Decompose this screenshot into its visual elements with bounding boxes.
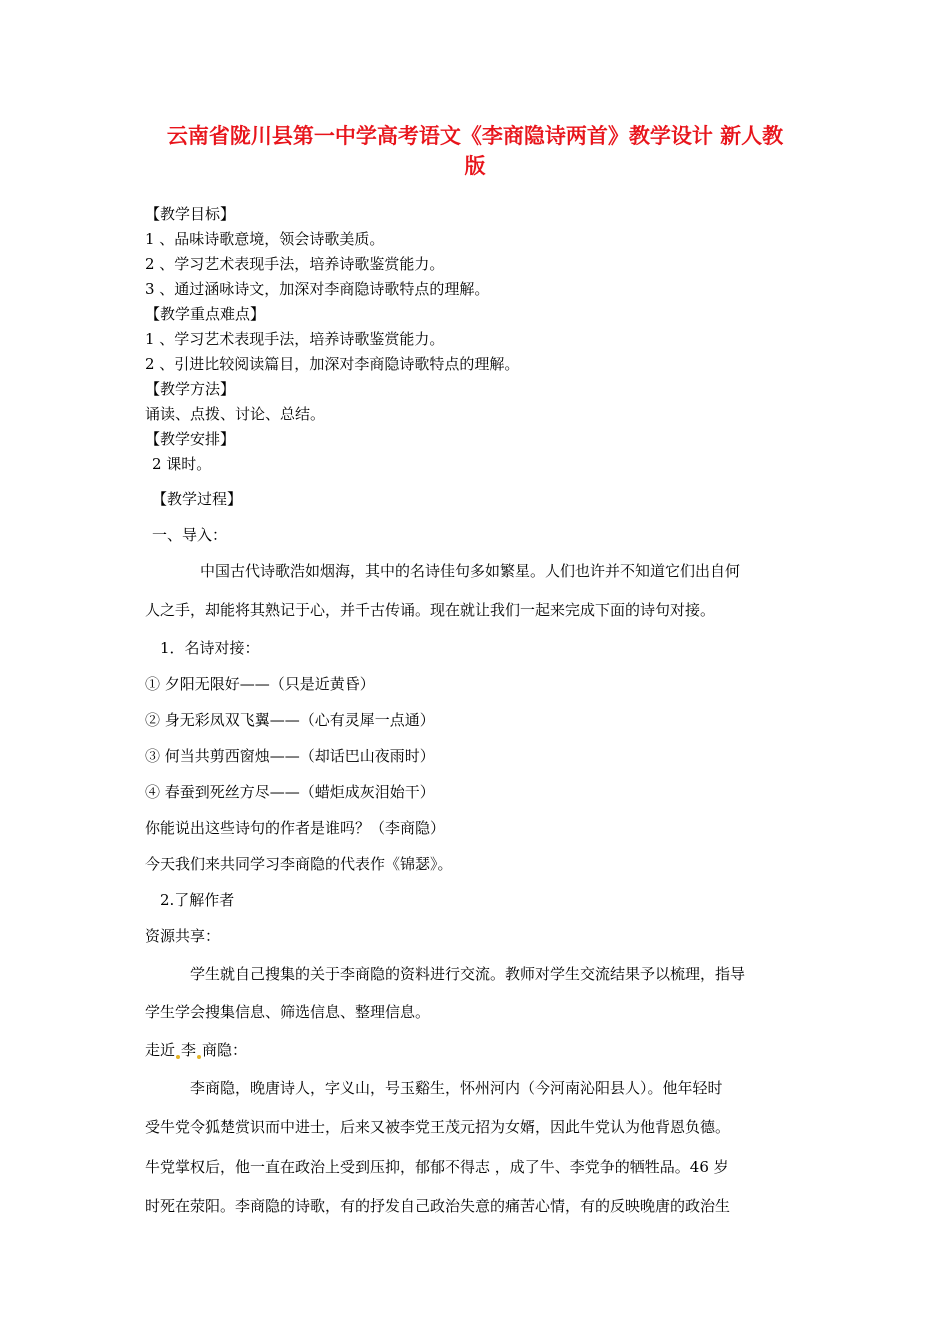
arrangement-text: 2 课时。	[152, 455, 212, 473]
goal-item-2: 2 、学习艺术表现手法，培养诗歌鉴赏能力。	[145, 255, 445, 273]
method-heading: 【教学方法】	[145, 380, 236, 398]
approach-text-c: 商隐：	[202, 1041, 248, 1059]
poem-match-1: ① 夕阳无限好——（只是近黄昏）	[145, 675, 375, 693]
poem-match-2: ② 身无彩凤双飞翼——（心有灵犀一点通）	[145, 711, 435, 729]
bio-line-2: 受牛党令狐楚赏识而中进士，后来又被李党王茂元招为女婿，因此牛党认为他背恩负德。	[145, 1118, 731, 1136]
bio-line-1: 李商隐，晚唐诗人，字义山，号玉谿生，怀州河内（今河南沁阳县人）。他年轻时	[190, 1079, 723, 1097]
key-points-heading: 【教学重点难点】	[145, 305, 266, 323]
key-point-1: 1 、学习艺术表现手法，培养诗歌鉴赏能力。	[145, 330, 445, 348]
resource-heading: 资源共享：	[145, 927, 221, 945]
document-title-line-2: 版	[464, 154, 486, 178]
arrangement-heading: 【教学安排】	[145, 430, 236, 448]
document-title-line-1: 云南省陇川县第一中学高考语文《李商隐诗两首》教学设计 新人教	[166, 124, 784, 148]
intro-paragraph-line-2: 人之手，却能将其熟记于心，并千古传诵。现在就让我们一起来完成下面的诗句对接。	[145, 601, 716, 619]
poem-match-4: ④ 春蚕到死丝方尽——（蜡炬成灰泪始干）	[145, 783, 435, 801]
author-question: 你能说出这些诗句的作者是谁吗？（李商隐）	[145, 819, 446, 837]
today-lesson-text: 今天我们来共同学习李商隐的代表作《锦瑟》。	[145, 855, 453, 873]
resource-paragraph-line-2: 学生学会搜集信息、筛选信息、整理信息。	[145, 1003, 431, 1021]
goal-item-1: 1 、品味诗歌意境，领会诗歌美质。	[145, 230, 385, 248]
editor-mark-dot	[176, 1055, 180, 1059]
poem-match-heading: 1．名诗对接：	[160, 639, 260, 657]
poem-match-3: ③ 何当共剪西窗烛——（却话巴山夜雨时）	[145, 747, 435, 765]
resource-paragraph-line-1: 学生就自己搜集的关于李商隐的资料进行交流。教师对学生交流结果予以梳理，指导	[190, 965, 746, 983]
approach-author-heading	[145, 1039, 247, 1060]
bio-line-3: 牛党掌权后，他一直在政治上受到压抑，郁郁不得志 ，成了牛、李党争的牺牲品。46 岁	[145, 1158, 729, 1176]
goal-item-3: 3 、通过涵咏诗文，加深对李商隐诗歌特点的理解。	[145, 280, 490, 298]
intro-heading: 一、导入：	[152, 526, 228, 544]
method-text: 诵读、点拨、讨论、总结。	[145, 405, 326, 423]
key-point-2: 2 、引进比较阅读篇目，加深对李商隐诗歌特点的理解。	[145, 355, 520, 373]
approach-text-a: 走近	[145, 1041, 176, 1059]
editor-mark-dot	[197, 1055, 201, 1059]
process-heading: 【教学过程】	[152, 490, 243, 508]
bio-line-4: 时死在荥阳。李商隐的诗歌，有的抒发自己政治失意的痛苦心情，有的反映晚唐的政治生	[145, 1197, 731, 1215]
intro-paragraph-line-1: 中国古代诗歌浩如烟海，其中的名诗佳句多如繁星。人们也许并不知道它们出自何	[200, 562, 741, 580]
approach-text-b: 李	[181, 1041, 197, 1059]
goals-heading: 【教学目标】	[145, 205, 236, 223]
author-heading: 2.了解作者	[160, 891, 235, 909]
